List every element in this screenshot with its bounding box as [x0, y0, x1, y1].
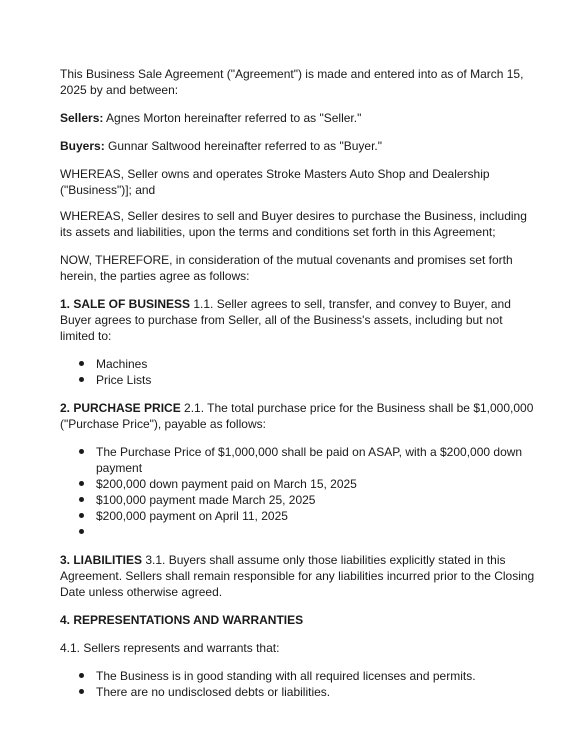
section-1-text: 1.1. Seller agrees to sell, transfer, and convey to Buyer, and Buyer agrees to purchase from Seller, all of the Business's assets, including but not limited to:	[60, 297, 511, 343]
buyers-text: Gunnar Saltwood hereinafter referred to as "Buyer."	[104, 139, 383, 153]
list-item: Price Lists	[96, 372, 535, 388]
section-1-paragraph	[60, 296, 535, 344]
list-item: $200,000 payment on April 11, 2025	[96, 508, 535, 524]
section-4-text: 4.1. Sellers represents and warrants that:	[60, 641, 280, 655]
agreement-document	[60, 66, 535, 712]
section-2-text: 2.1. The total purchase price for the Business shall be $1,000,000 ("Purchase Price"), payable as follows:	[60, 401, 534, 431]
section-4-heading: 4. REPRESENTATIONS AND WARRANTIES	[60, 613, 304, 627]
list-item: $200,000 down payment paid on March 15, 2025	[96, 476, 535, 492]
sellers-label: Sellers:	[60, 111, 104, 125]
list-item: The Purchase Price of $1,000,000 shall be paid on ASAP, with a $200,000 down payment	[96, 444, 535, 476]
list-item: The Business is in good standing with all required licenses and permits.	[96, 668, 535, 684]
buyers-paragraph	[60, 138, 535, 154]
whereas-paragraph-1: WHEREAS, Seller owns and operates Stroke Masters Auto Shop and Dealership ("Business")]; and	[60, 167, 490, 197]
buyers-label: Buyers:	[60, 139, 105, 153]
sellers-paragraph	[60, 110, 535, 126]
section-1-list	[60, 356, 535, 388]
list-item: $100,000 payment made March 25, 2025	[96, 492, 535, 508]
intro-paragraph: This Business Sale Agreement ("Agreement") is made and entered into as of March 15, 2025 by and between:	[60, 67, 524, 97]
now-therefore-paragraph: NOW, THEREFORE, in consideration of the mutual covenants and promises set forth herein, the parties agree as follows:	[60, 253, 513, 283]
list-item-empty	[96, 524, 535, 540]
section-2-paragraph	[60, 400, 535, 432]
section-3-paragraph	[60, 552, 535, 600]
whereas-paragraph-2: WHEREAS, Seller desires to sell and Buyer desires to purchase the Business, including its assets and liabilities, upon the terms and conditions set forth in this Agreement;	[60, 209, 527, 239]
section-4-list	[60, 668, 535, 700]
sellers-text: Agnes Morton hereinafter referred to as "Seller."	[103, 111, 362, 125]
section-1-heading: 1. SALE OF BUSINESS	[60, 297, 191, 311]
list-item: There are no undisclosed debts or liabilities.	[96, 684, 535, 700]
section-2-list	[60, 444, 535, 540]
list-item: Machines	[96, 356, 535, 372]
section-4-heading-paragraph	[60, 612, 535, 628]
section-3-heading: 3. LIABILITIES	[60, 553, 143, 567]
section-2-heading: 2. PURCHASE PRICE	[60, 401, 181, 415]
section-3-text: 3.1. Buyers shall assume only those liabilities explicitly stated in this Agreement. Sellers shall remain responsible for any liabilities incurred prior to the Closing Date unless otherwise agreed.	[60, 553, 535, 599]
